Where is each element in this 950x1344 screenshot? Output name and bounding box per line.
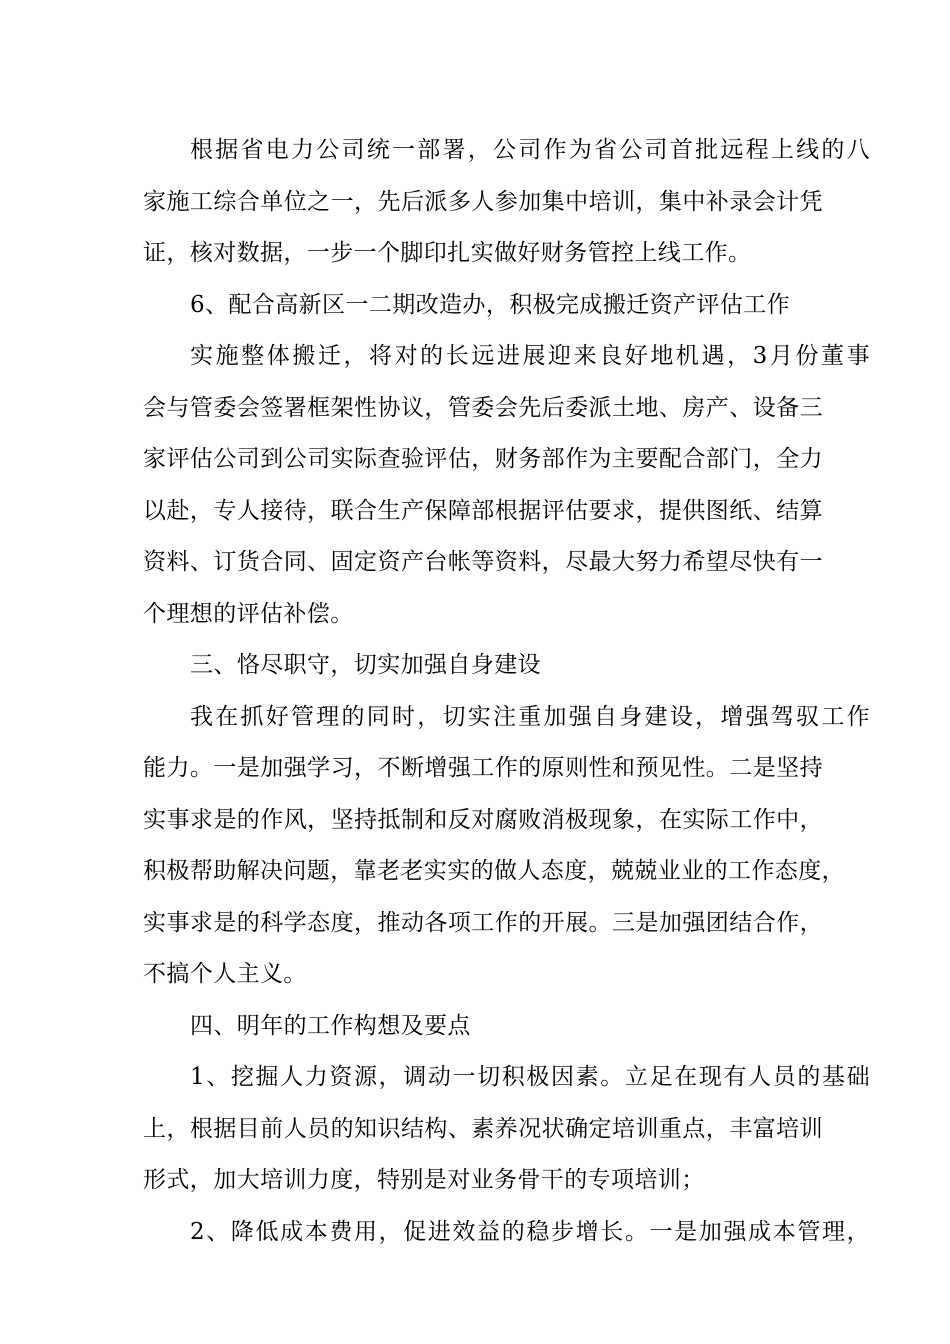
paragraph-line: 以赴，专人接待，联合生产保障部根据评估要求，提供图纸、结算 — [143, 498, 823, 524]
paragraph-line: 积极帮助解决问题，靠老老实实的做人态度，兢兢业业的工作态度， — [143, 858, 845, 884]
paragraph-line: 家评估公司到公司实际查验评估，财务部作为主要配合部门，全力 — [143, 446, 823, 472]
paragraph-line: 会与管委会签署框架性协议，管委会先后委派土地、房产、设备三 — [143, 395, 823, 421]
paragraph-line: 不搞个人主义。 — [143, 961, 307, 987]
paragraph-line: 资料、订货合同、固定资产台帐等资料，尽最大努力希望尽快有一 — [143, 549, 823, 575]
paragraph-line: 我在抓好管理的同时，切实注重加强自身建设，增强驾驭工作 — [190, 704, 870, 730]
paragraph-line: 个理想的评估补偿。 — [143, 601, 354, 627]
section-heading: 6、配合高新区一二期改造办，积极完成搬迁资产评估工作 — [190, 292, 791, 318]
paragraph-line: 家施工综合单位之一，先后派多人参加集中培训，集中补录会计凭 — [143, 189, 823, 215]
paragraph-line: 根据省电力公司统一部署，公司作为省公司首批远程上线的八 — [190, 137, 870, 163]
paragraph-line: 实事求是的科学态度，推动各项工作的开展。三是加强团结合作， — [143, 910, 823, 936]
paragraph-line: 能力。一是加强学习，不断增强工作的原则性和预见性。二是坚持 — [143, 755, 823, 781]
paragraph-line: 形式，加大培训力度，特别是对业务骨干的专项培训； — [143, 1167, 705, 1193]
paragraph-line: 2、降低成本费用，促进效益的稳步增长。一是加强成本管理， — [190, 1219, 870, 1245]
paragraph-line: 实事求是的作风，坚持抵制和反对腐败消极现象，在实际工作中， — [143, 807, 823, 833]
paragraph-line: 证，核对数据，一步一个脚印扎实做好财务管控上线工作。 — [143, 240, 752, 266]
paragraph-line: 上，根据目前人员的知识结构、素养况状确定培训重点，丰富培训 — [143, 1116, 823, 1142]
paragraph-line: 实施整体搬迁，将对的长远进展迎来良好地机遇，3月份董事 — [190, 343, 870, 369]
section-heading: 三、恪尽职守，切实加强自身建设 — [190, 652, 541, 678]
paragraph-line: 1、挖掘人力资源，调动一切积极因素。立足在现有人员的基础 — [190, 1064, 870, 1090]
section-heading: 四、明年的工作构想及要点 — [190, 1013, 471, 1039]
